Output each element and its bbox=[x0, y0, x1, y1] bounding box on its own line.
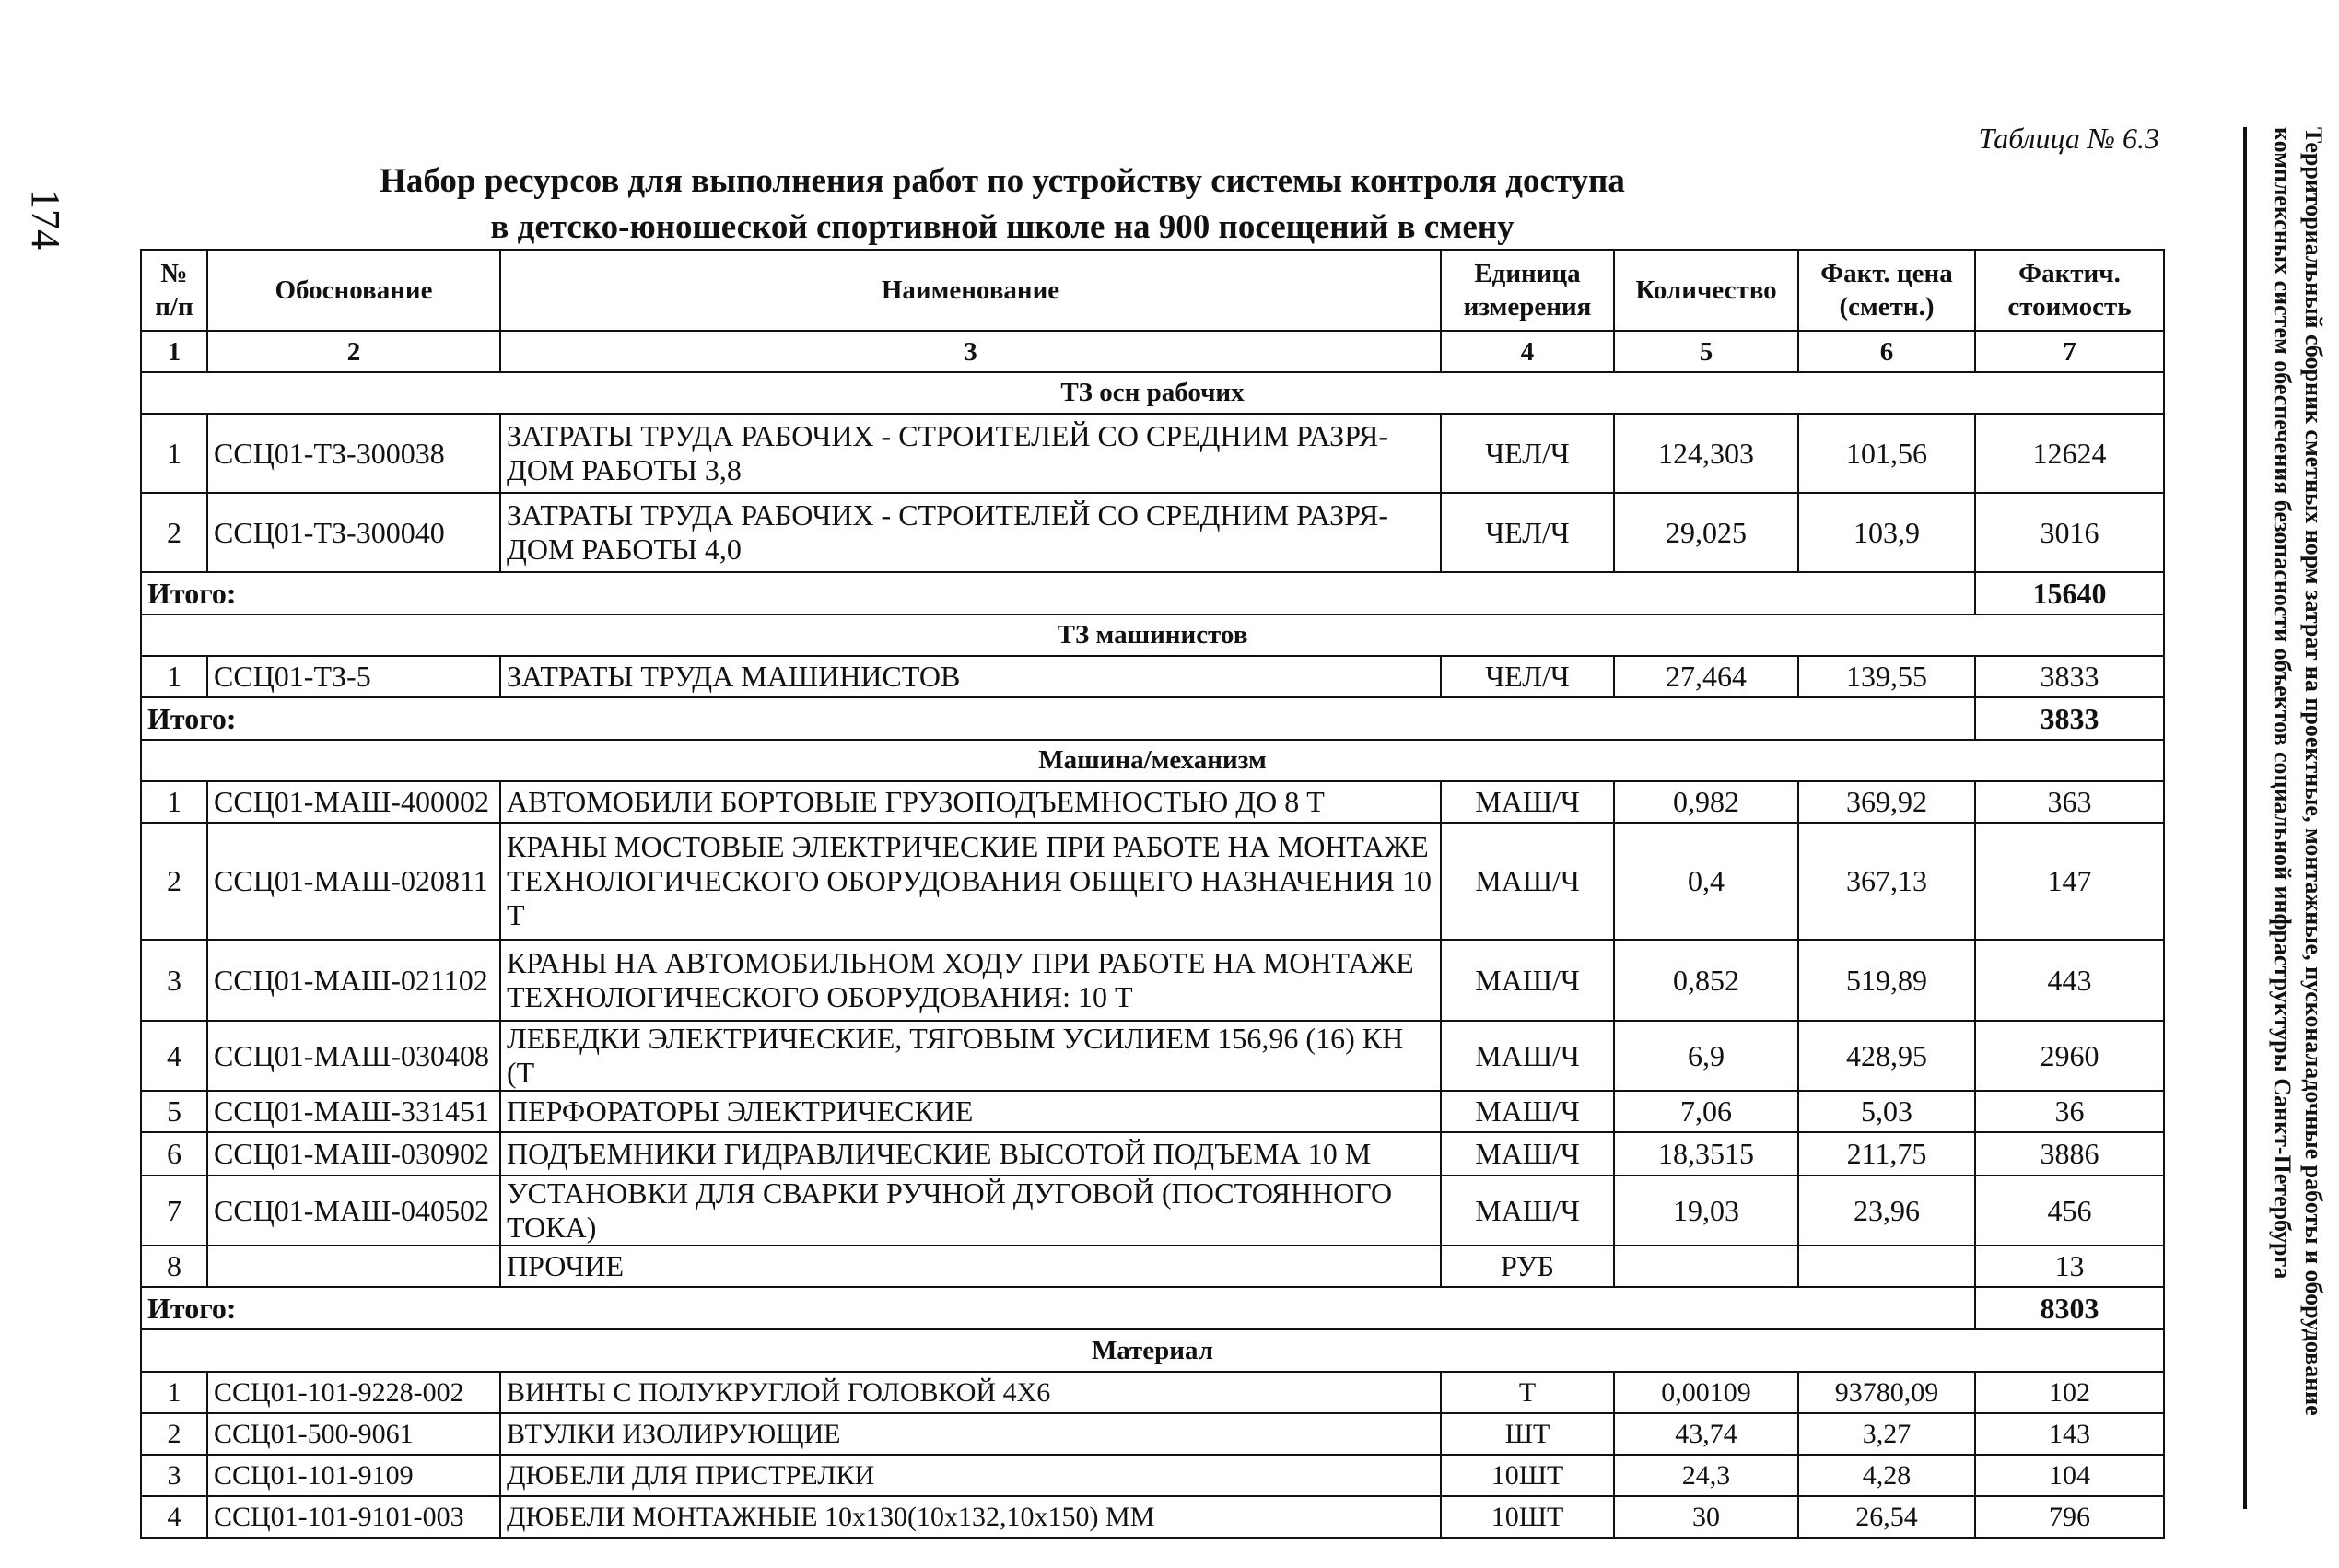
cell-qty: 27,464 bbox=[1614, 656, 1798, 697]
cell-unit: МАШ/Ч bbox=[1441, 1091, 1614, 1132]
col-number: 5 bbox=[1614, 331, 1798, 372]
cell-price: 211,75 bbox=[1798, 1132, 1975, 1176]
cell-price: 139,55 bbox=[1798, 656, 1975, 697]
cell-basis: ССЦ01-ТЗ-300038 bbox=[207, 414, 500, 493]
cell-num: 4 bbox=[141, 1021, 207, 1091]
section-title: Машина/механизм bbox=[141, 740, 2164, 781]
table-row bbox=[141, 1496, 2164, 1538]
cell-qty: 29,025 bbox=[1614, 493, 1798, 572]
table-row bbox=[141, 1176, 2164, 1246]
page-title bbox=[144, 158, 1861, 251]
table-row bbox=[141, 940, 2164, 1021]
cell-basis: ССЦ01-МАШ-021102 bbox=[207, 940, 500, 1021]
col-number: 2 bbox=[207, 331, 500, 372]
cell-name: ЗАТРАТЫ ТРУДА РАБОЧИХ - СТРОИТЕЛЕЙ СО СРЕДНИМ РАЗРЯ-ДОМ РАБОТЫ 3,8 bbox=[500, 414, 1441, 493]
total-label: Итого: bbox=[141, 572, 1975, 614]
header-name: Наименование bbox=[500, 250, 1441, 331]
cell-cost: 102 bbox=[1975, 1372, 2164, 1413]
cell-qty: 30 bbox=[1614, 1496, 1798, 1538]
col-number: 6 bbox=[1798, 331, 1975, 372]
section-row bbox=[141, 1329, 2164, 1372]
table-row bbox=[141, 656, 2164, 697]
cell-basis: ССЦ01-МАШ-040502 bbox=[207, 1176, 500, 1246]
cell-unit: ШТ bbox=[1441, 1413, 1614, 1455]
cell-qty: 18,3515 bbox=[1614, 1132, 1798, 1176]
header-qty: Количество bbox=[1614, 250, 1798, 331]
cell-price: 101,56 bbox=[1798, 414, 1975, 493]
cell-unit: РУБ bbox=[1441, 1246, 1614, 1287]
cell-name: ВИНТЫ С ПОЛУКРУГЛОЙ ГОЛОВКОЙ 4Х6 bbox=[500, 1372, 1441, 1413]
cell-name: КРАНЫ МОСТОВЫЕ ЭЛЕКТРИЧЕСКИЕ ПРИ РАБОТЕ НА МОНТАЖЕ ТЕХНОЛОГИЧЕСКОГО ОБОРУДОВАНИЯ ОБЩЕГО НАЗНАЧЕНИЯ 10 Т bbox=[500, 823, 1441, 940]
table-row bbox=[141, 823, 2164, 940]
cell-qty: 0,4 bbox=[1614, 823, 1798, 940]
cell-qty: 43,74 bbox=[1614, 1413, 1798, 1455]
cell-qty bbox=[1614, 1246, 1798, 1287]
title-line-1: Набор ресурсов для выполнения работ по устройству системы контроля доступа bbox=[380, 162, 1625, 200]
col-number: 7 bbox=[1975, 331, 2164, 372]
cell-basis: ССЦ01-101-9101-003 bbox=[207, 1496, 500, 1538]
cell-num: 2 bbox=[141, 1413, 207, 1455]
col-number: 3 bbox=[500, 331, 1441, 372]
cell-name: УСТАНОВКИ ДЛЯ СВАРКИ РУЧНОЙ ДУГОВОЙ (ПОСТОЯННОГО ТОКА) bbox=[500, 1176, 1441, 1246]
cell-unit: ЧЕЛ/Ч bbox=[1441, 493, 1614, 572]
cell-num: 3 bbox=[141, 1455, 207, 1496]
cell-cost: 443 bbox=[1975, 940, 2164, 1021]
total-label: Итого: bbox=[141, 697, 1975, 740]
total-value: 8303 bbox=[1975, 1287, 2164, 1329]
cell-unit: МАШ/Ч bbox=[1441, 1176, 1614, 1246]
header-price: Факт. цена (сметн.) bbox=[1798, 250, 1975, 331]
cell-cost: 147 bbox=[1975, 823, 2164, 940]
cell-unit: МАШ/Ч bbox=[1441, 1021, 1614, 1091]
cell-basis: ССЦ01-101-9228-002 bbox=[207, 1372, 500, 1413]
cell-num: 4 bbox=[141, 1496, 207, 1538]
page-number: 174 bbox=[23, 189, 68, 250]
cell-name: ПОДЪЕМНИКИ ГИДРАВЛИЧЕСКИЕ ВЫСОТОЙ ПОДЪЕМА 10 М bbox=[500, 1132, 1441, 1176]
cell-qty: 6,9 bbox=[1614, 1021, 1798, 1091]
cell-name: ЗАТРАТЫ ТРУДА МАШИНИСТОВ bbox=[500, 656, 1441, 697]
cell-name: ПРОЧИЕ bbox=[500, 1246, 1441, 1287]
cell-basis: ССЦ01-500-9061 bbox=[207, 1413, 500, 1455]
title-line-2: в детско-юношеской спортивной школе на 900 посещений в смену bbox=[490, 208, 1515, 246]
header-unit: Единица измерения bbox=[1441, 250, 1614, 331]
section-title: Материал bbox=[141, 1329, 2164, 1372]
cell-name: АВТОМОБИЛИ БОРТОВЫЕ ГРУЗОПОДЪЕМНОСТЬЮ ДО 8 Т bbox=[500, 781, 1441, 823]
cell-num: 1 bbox=[141, 656, 207, 697]
cell-qty: 7,06 bbox=[1614, 1091, 1798, 1132]
cell-cost: 143 bbox=[1975, 1413, 2164, 1455]
cell-cost: 2960 bbox=[1975, 1021, 2164, 1091]
cell-name: ДЮБЕЛИ МОНТАЖНЫЕ 10х130(10х132,10х150) ММ bbox=[500, 1496, 1441, 1538]
cell-cost: 3833 bbox=[1975, 656, 2164, 697]
table-row bbox=[141, 493, 2164, 572]
cell-unit: МАШ/Ч bbox=[1441, 823, 1614, 940]
table-label: Таблица № 6.3 bbox=[1978, 122, 2159, 155]
cell-basis: ССЦ01-ТЗ-5 bbox=[207, 656, 500, 697]
cell-num: 6 bbox=[141, 1132, 207, 1176]
cell-cost: 456 bbox=[1975, 1176, 2164, 1246]
cell-price: 93780,09 bbox=[1798, 1372, 1975, 1413]
cell-unit: МАШ/Ч bbox=[1441, 1132, 1614, 1176]
cell-unit: МАШ/Ч bbox=[1441, 781, 1614, 823]
total-label: Итого: bbox=[141, 1287, 1975, 1329]
cell-basis: ССЦ01-ТЗ-300040 bbox=[207, 493, 500, 572]
cell-name: ВТУЛКИ ИЗОЛИРУЮЩИЕ bbox=[500, 1413, 1441, 1455]
table-row bbox=[141, 1455, 2164, 1496]
cell-num: 1 bbox=[141, 1372, 207, 1413]
cell-price: 23,96 bbox=[1798, 1176, 1975, 1246]
table-row bbox=[141, 1246, 2164, 1287]
resource-table bbox=[140, 249, 2165, 1539]
cell-basis: ССЦ01-МАШ-030902 bbox=[207, 1132, 500, 1176]
total-row bbox=[141, 572, 2164, 614]
cell-unit: 10ШТ bbox=[1441, 1496, 1614, 1538]
cell-basis: ССЦ01-МАШ-400002 bbox=[207, 781, 500, 823]
cell-cost: 3886 bbox=[1975, 1132, 2164, 1176]
cell-qty: 0,00109 bbox=[1614, 1372, 1798, 1413]
cell-num: 2 bbox=[141, 823, 207, 940]
cell-num: 8 bbox=[141, 1246, 207, 1287]
table-row bbox=[141, 1021, 2164, 1091]
cell-num: 5 bbox=[141, 1091, 207, 1132]
header-num: № п/п bbox=[141, 250, 207, 331]
cell-qty: 0,982 bbox=[1614, 781, 1798, 823]
cell-unit: ЧЕЛ/Ч bbox=[1441, 656, 1614, 697]
cell-unit: МАШ/Ч bbox=[1441, 940, 1614, 1021]
table-row bbox=[141, 414, 2164, 493]
cell-name: ДЮБЕЛИ ДЛЯ ПРИСТРЕЛКИ bbox=[500, 1455, 1441, 1496]
cell-price bbox=[1798, 1246, 1975, 1287]
section-title: ТЗ машинистов bbox=[141, 614, 2164, 656]
cell-name: ЛЕБЕДКИ ЭЛЕКТРИЧЕСКИЕ, ТЯГОВЫМ УСИЛИЕМ 156,96 (16) КН (Т bbox=[500, 1021, 1441, 1091]
cell-price: 3,27 bbox=[1798, 1413, 1975, 1455]
cell-price: 103,9 bbox=[1798, 493, 1975, 572]
total-row bbox=[141, 1287, 2164, 1329]
side-caption: Территориальный сборник сметных норм затрат на проектные, монтажные, пусконаладочные работы и оборудование комплексных систем обеспечения безопасности объектов социальной инфраструктуры Санкт-Петербурга bbox=[2269, 127, 2327, 1416]
col-number: 4 bbox=[1441, 331, 1614, 372]
cell-price: 519,89 bbox=[1798, 940, 1975, 1021]
cell-cost: 363 bbox=[1975, 781, 2164, 823]
column-number-row bbox=[141, 331, 2164, 372]
cell-unit: ЧЕЛ/Ч bbox=[1441, 414, 1614, 493]
cell-qty: 19,03 bbox=[1614, 1176, 1798, 1246]
cell-cost: 12624 bbox=[1975, 414, 2164, 493]
header-basis: Обоснование bbox=[207, 250, 500, 331]
cell-num: 1 bbox=[141, 781, 207, 823]
cell-name: ЗАТРАТЫ ТРУДА РАБОЧИХ - СТРОИТЕЛЕЙ СО СРЕДНИМ РАЗРЯ-ДОМ РАБОТЫ 4,0 bbox=[500, 493, 1441, 572]
cell-cost: 36 bbox=[1975, 1091, 2164, 1132]
header-row bbox=[141, 250, 2164, 331]
cell-num: 1 bbox=[141, 414, 207, 493]
cell-cost: 13 bbox=[1975, 1246, 2164, 1287]
table-row bbox=[141, 1413, 2164, 1455]
col-number: 1 bbox=[141, 331, 207, 372]
cell-price: 4,28 bbox=[1798, 1455, 1975, 1496]
section-row bbox=[141, 372, 2164, 414]
cell-basis: ССЦ01-101-9109 bbox=[207, 1455, 500, 1496]
cell-num: 3 bbox=[141, 940, 207, 1021]
cell-cost: 796 bbox=[1975, 1496, 2164, 1538]
cell-qty: 0,852 bbox=[1614, 940, 1798, 1021]
total-value: 15640 bbox=[1975, 572, 2164, 614]
cell-price: 5,03 bbox=[1798, 1091, 1975, 1132]
cell-price: 369,92 bbox=[1798, 781, 1975, 823]
cell-name: ПЕРФОРАТОРЫ ЭЛЕКТРИЧЕСКИЕ bbox=[500, 1091, 1441, 1132]
cell-num: 2 bbox=[141, 493, 207, 572]
cell-basis bbox=[207, 1246, 500, 1287]
header-cost: Фактич. стоимость bbox=[1975, 250, 2164, 331]
total-value: 3833 bbox=[1975, 697, 2164, 740]
table-row bbox=[141, 781, 2164, 823]
cell-price: 367,13 bbox=[1798, 823, 1975, 940]
cell-basis: ССЦ01-МАШ-331451 bbox=[207, 1091, 500, 1132]
section-row bbox=[141, 614, 2164, 656]
cell-unit: 10ШТ bbox=[1441, 1455, 1614, 1496]
cell-basis: ССЦ01-МАШ-030408 bbox=[207, 1021, 500, 1091]
cell-qty: 124,303 bbox=[1614, 414, 1798, 493]
cell-cost: 104 bbox=[1975, 1455, 2164, 1496]
cell-num: 7 bbox=[141, 1176, 207, 1246]
table-row bbox=[141, 1372, 2164, 1413]
cell-basis: ССЦ01-МАШ-020811 bbox=[207, 823, 500, 940]
table-row bbox=[141, 1132, 2164, 1176]
table-row bbox=[141, 1091, 2164, 1132]
total-row bbox=[141, 697, 2164, 740]
cell-qty: 24,3 bbox=[1614, 1455, 1798, 1496]
cell-price: 26,54 bbox=[1798, 1496, 1975, 1538]
section-row bbox=[141, 740, 2164, 781]
cell-price: 428,95 bbox=[1798, 1021, 1975, 1091]
cell-name: КРАНЫ НА АВТОМОБИЛЬНОМ ХОДУ ПРИ РАБОТЕ НА МОНТАЖЕ ТЕХНОЛОГИЧЕСКОГО ОБОРУДОВАНИЯ: 10 Т bbox=[500, 940, 1441, 1021]
cell-unit: Т bbox=[1441, 1372, 1614, 1413]
cell-cost: 3016 bbox=[1975, 493, 2164, 572]
section-title: ТЗ осн рабочих bbox=[141, 372, 2164, 414]
